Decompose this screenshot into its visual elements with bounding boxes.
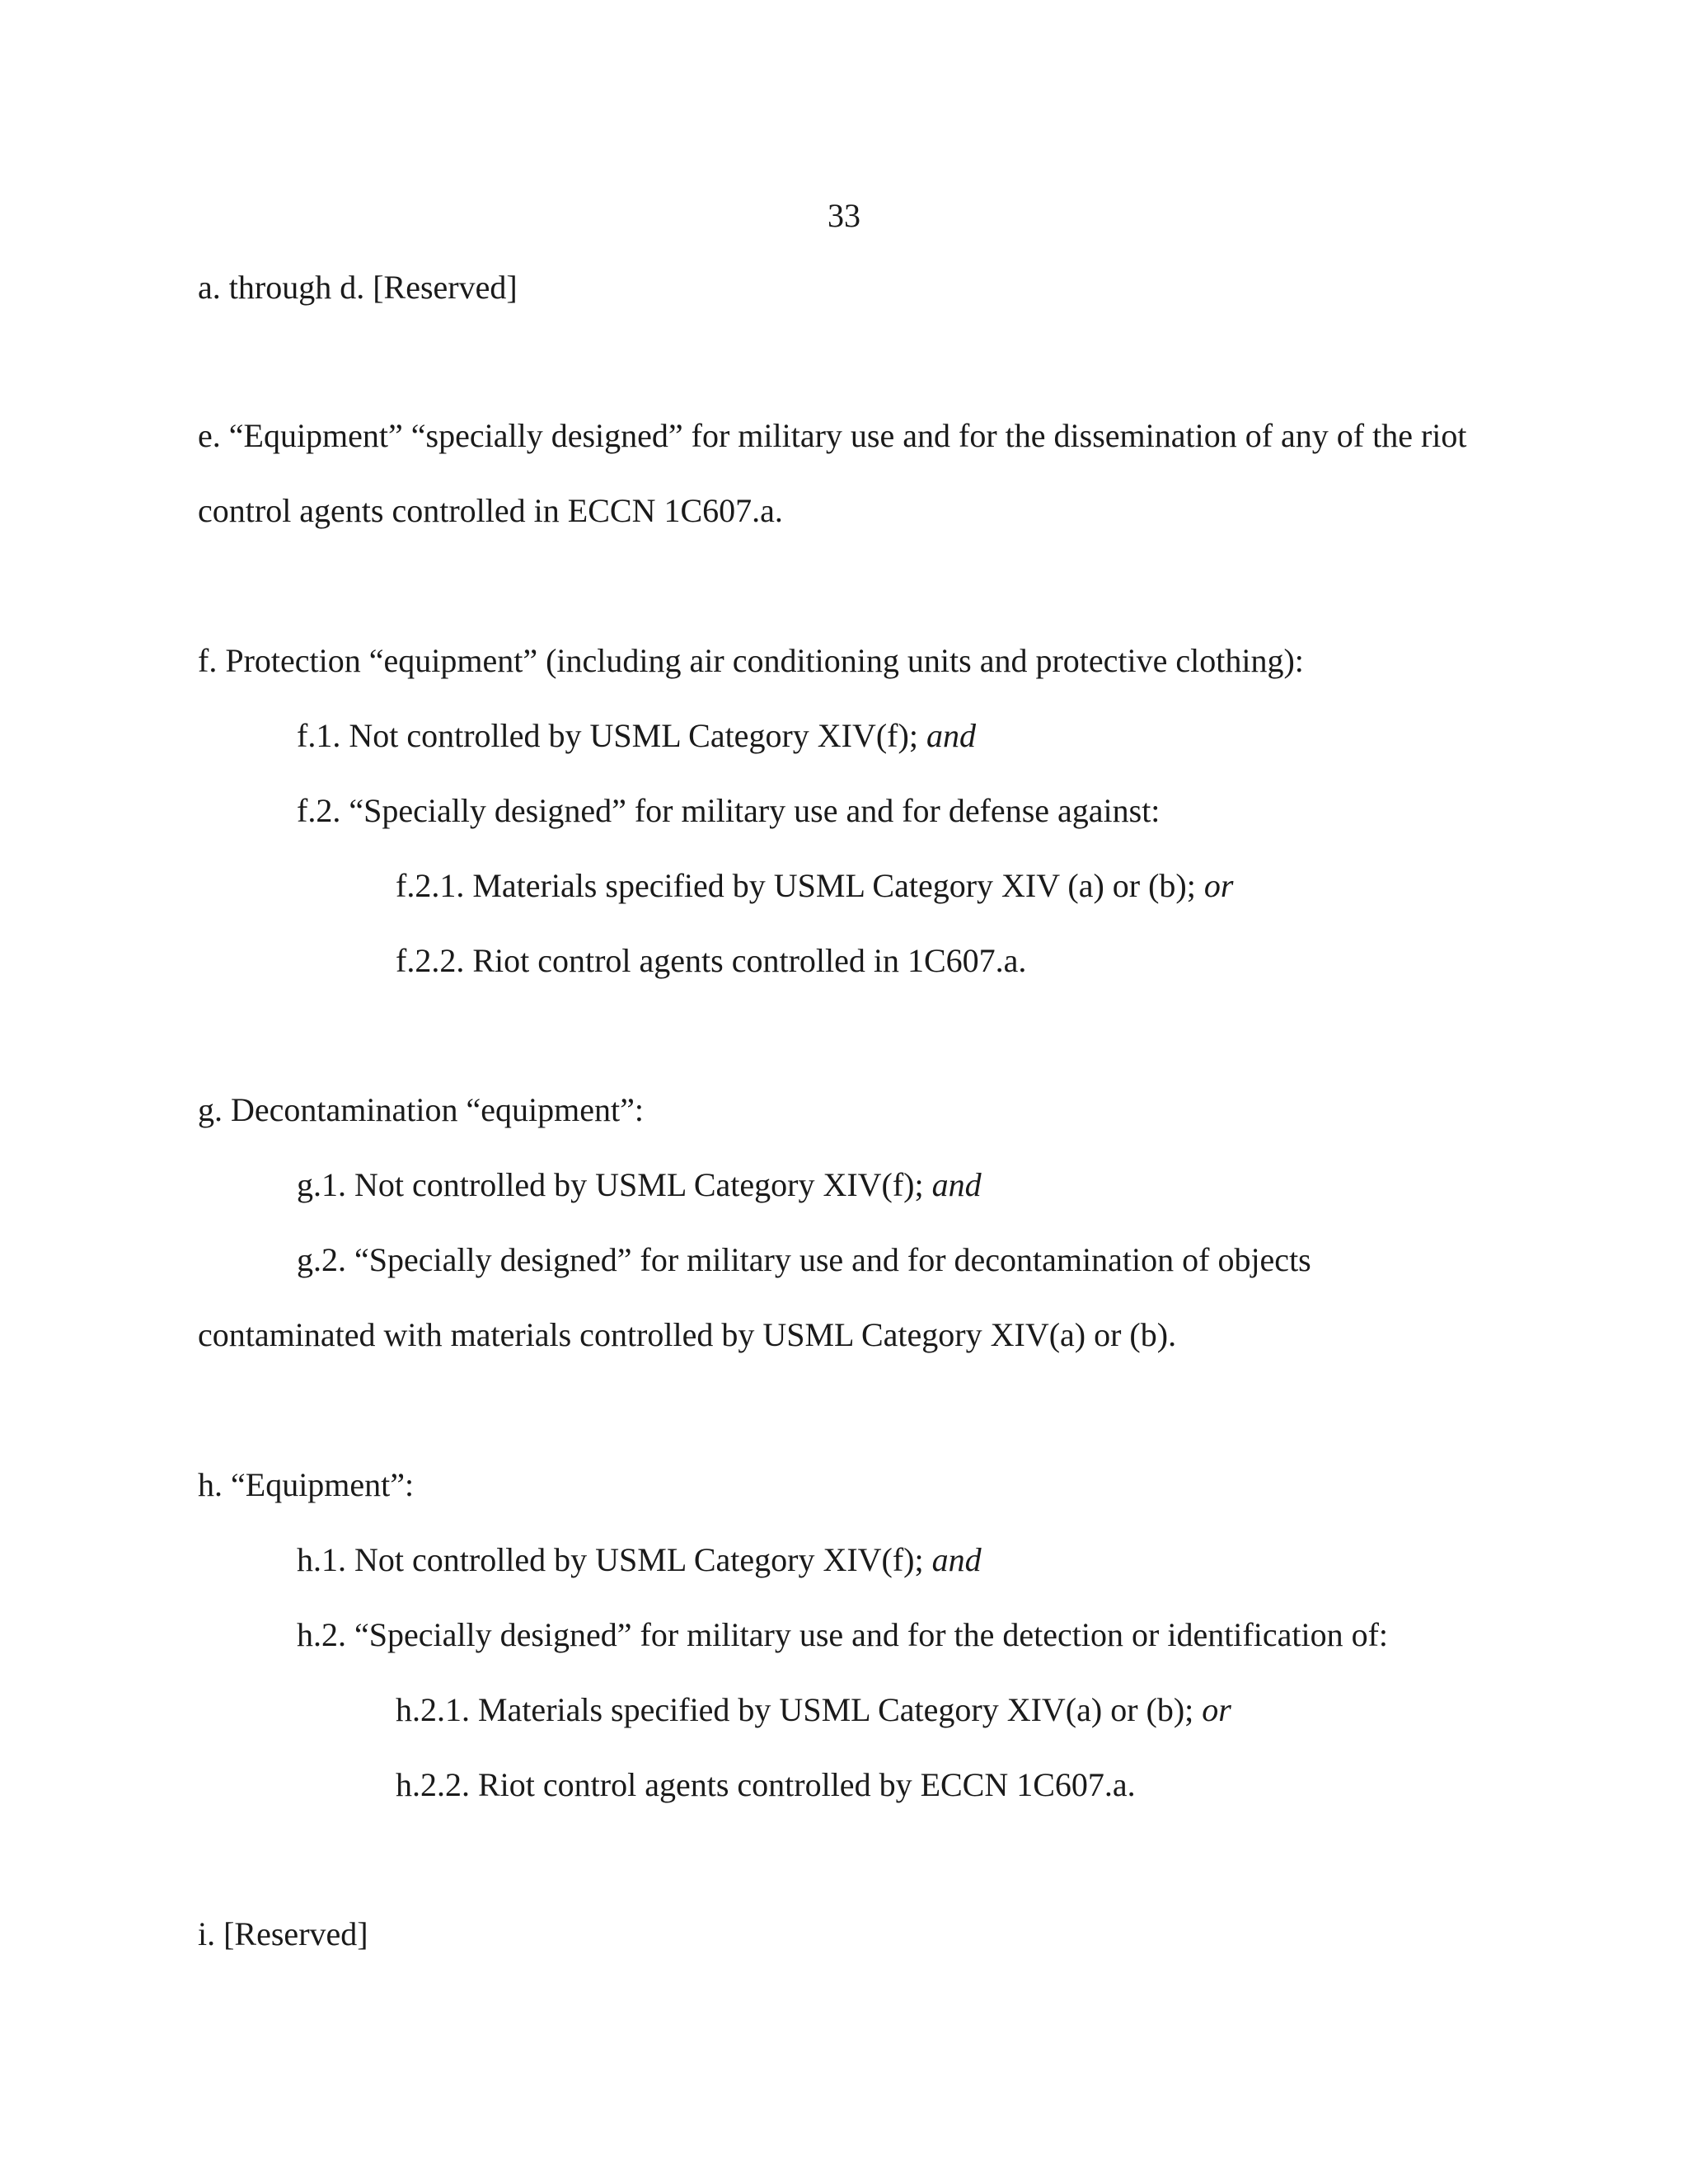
- paragraph-a-through-d: a. through d. [Reserved]: [198, 269, 518, 306]
- page-number: 33: [828, 197, 860, 234]
- paragraph-f-1: [297, 716, 976, 756]
- paragraph-f-1-text: f.1. Not controlled by USML Category XIV(f);: [297, 717, 926, 754]
- paragraph-f-2-1: [396, 866, 1233, 906]
- paragraph-h-1-text: h.1. Not controlled by USML Category XIV(f);: [297, 1541, 932, 1578]
- paragraph-g: g. Decontamination “equipment”:: [198, 1091, 644, 1128]
- paragraph-h-1: [297, 1540, 982, 1580]
- paragraph-i: i. [Reserved]: [198, 1915, 368, 1952]
- paragraph-f: f. Protection “equipment” (including air conditioning units and protective clothing):: [198, 642, 1304, 679]
- paragraph-e-line-2: control agents controlled in ECCN 1C607.a.: [198, 492, 783, 529]
- paragraph-g-2-line-1: g.2. “Specially designed” for military use and for decontamination of objects: [297, 1241, 1311, 1278]
- paragraph-f-2: f.2. “Specially designed” for military use and for defense against:: [297, 792, 1160, 829]
- paragraph-e-line-1: e. “Equipment” “specially designed” for military use and for the dissemination of any of the riot: [198, 417, 1467, 454]
- paragraph-g-2-line-2: contaminated with materials controlled by USML Category XIV(a) or (b).: [198, 1316, 1177, 1353]
- paragraph-h: h. “Equipment”:: [198, 1466, 415, 1503]
- paragraph-f-1-conjunction: and: [926, 717, 976, 754]
- paragraph-h-2-1-text: h.2.1. Materials specified by USML Category XIV(a) or (b);: [396, 1691, 1203, 1728]
- paragraph-h-2-1-conjunction: or: [1202, 1691, 1231, 1728]
- paragraph-g-1-conjunction: and: [931, 1166, 982, 1203]
- paragraph-g-1: [297, 1165, 982, 1205]
- paragraph-h-1-conjunction: and: [931, 1541, 982, 1578]
- paragraph-f-2-2: f.2.2. Riot control agents controlled in 1C607.a.: [396, 942, 1027, 979]
- paragraph-f-2-1-conjunction: or: [1203, 867, 1234, 904]
- paragraph-h-2: h.2. “Specially designed” for military use and for the detection or identification of:: [297, 1616, 1389, 1653]
- paragraph-h-2-2: h.2.2. Riot control agents controlled by ECCN 1C607.a.: [396, 1766, 1136, 1803]
- paragraph-h-2-1: [396, 1690, 1231, 1730]
- paragraph-g-1-text: g.1. Not controlled by USML Category XIV(f);: [297, 1166, 932, 1203]
- paragraph-f-2-1-text: f.2.1. Materials specified by USML Category XIV (a) or (b);: [396, 867, 1204, 904]
